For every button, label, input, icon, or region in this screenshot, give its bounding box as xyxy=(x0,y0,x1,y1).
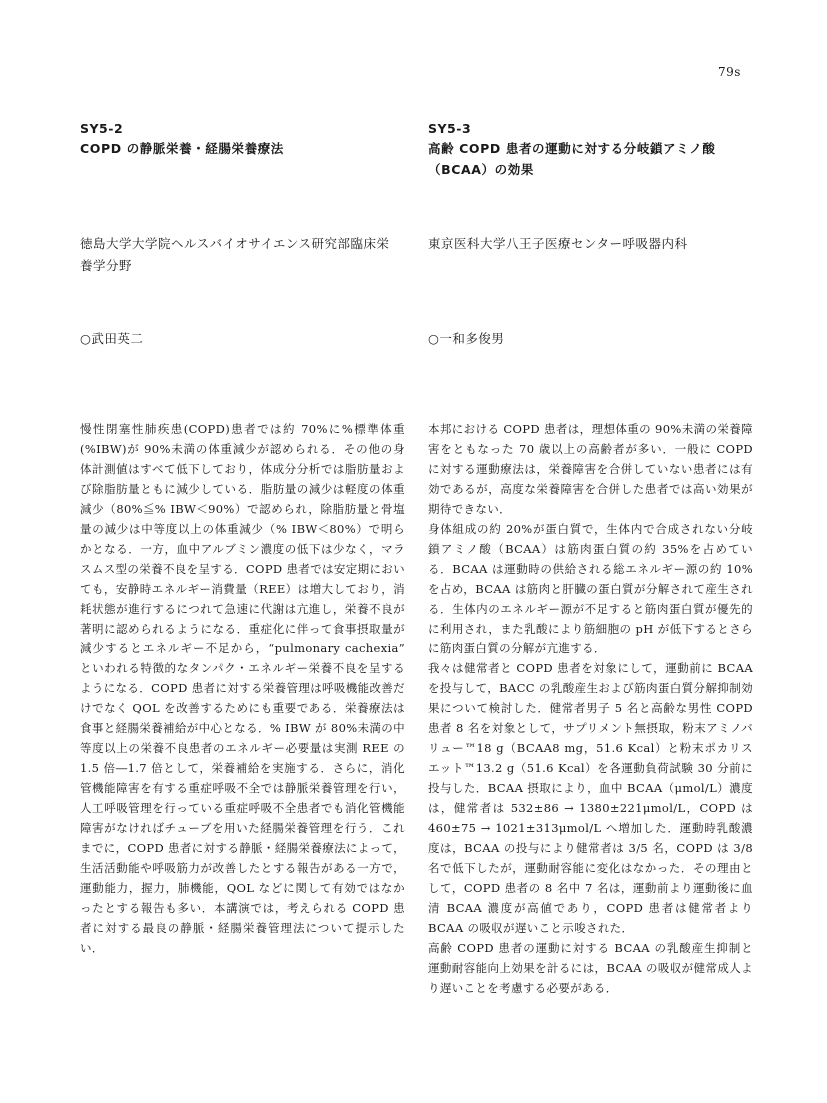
right-paragraph: 本邦における COPD 患者は，理想体重の 90%未満の栄養障害をともなった 70 歳以上の高齢者が多い．一般に COPD に対する運動療法は，栄養障害を合併していない患者には有効であるが，高度な栄養障害を合併した患者では高い効果が期待できない． xyxy=(428,422,753,516)
left-paragraph: 慢性閉塞性肺疾患(COPD)患者では約 70%に%標準体重(%IBW)が 90%未満の体重減少が認められる．その他の身体計測値はすべて低下しており，体成分分析では脂肪量および除脂肪量ともに減少している．脂肪量の減少は軽度の体重減少（80%≦% IBW＜90%）で認められ，除脂肪量と骨塩量の減少は中等度以上の体重減少（% IBW＜80%）で明らかとなる．一方，血中アルブミン濃度の低下は少なく，マラスムス型の栄養不良を呈する．COPD 患者では安定期においても，安静時エネルギー消費量（REE）は増大しており，消耗状態が進行するにつれて急速に代謝は亢進し，栄養不良が著明に認められるようになる．重症化に伴って食事摂取量が減少するとエネルギー不足から，“pulmonary cachexia” といわれる特徴的なタンパク・エネルギー栄養不良を呈するようになる．COPD 患者に対する栄養管理は呼吸機能改善だけでなく QOL を改善するためにも重要である．栄養療法は食事と経腸栄養補給が中心となる．% IBW が 80%未満の中等度以上の栄養不良患者のエネルギー必要量は実測 REE の 1.5 倍―1.7 倍として，栄養補給を実施する．さらに，消化管機能障害を有する重症呼吸不全では静脈栄養管理を行い，人工呼吸管理を行っている重症呼吸不全患者でも消化管機能障害がなければチューブを用いた経腸栄養管理を行う．これまでに，COPD 患者に対する静脈・経腸栄養療法によって，生活活動能や呼吸筋力が改善したとする報告がある一方で，運動能力，握力，肺機能，QOL などに関して有効ではなかったとする報告も多い．本講演では，考えられる COPD 患者に対する最良の静脈・経腸栄養管理法について提示したい． xyxy=(80,422,405,955)
right-session-id: SY5-3 xyxy=(428,121,472,136)
right-affiliation: 東京医科大学八王子医療センター呼吸器内科 xyxy=(428,236,688,251)
left-affiliation: 徳島大学大学院ヘルスバイオサイエンス研究部臨床栄養学分野 xyxy=(80,236,390,273)
right-abstract-body xyxy=(428,420,753,999)
right-session-title: 高齢 COPD 患者の運動に対する分岐鎖アミノ酸（BCAA）の効果 xyxy=(428,141,716,177)
page-number: 79s xyxy=(718,65,741,79)
right-author: ○一和多俊男 xyxy=(428,331,505,346)
right-paragraph: 身体組成の約 20%が蛋白質で，生体内で合成されない分岐鎖アミノ酸（BCAA）は筋肉蛋白質の約 35%を占めている．BCAA は運動時の供給される総エネルギー源の約 10%を占め，BCAA は筋肉と肝臓の蛋白質が分解されて産生される．生体内のエネルギー源が不足すると筋肉蛋白質が優先的に利用され，また乳酸により筋細胞の pH が低下するとさらに筋肉蛋白質の分解が亢進する． xyxy=(428,521,753,656)
left-session-title: COPD の静脈栄養・経腸栄養療法 xyxy=(80,141,284,156)
left-abstract-body xyxy=(80,420,405,959)
left-author: ○武田英二 xyxy=(80,331,144,346)
right-paragraph: 高齢 COPD 患者の運動に対する BCAA の乳酸産生抑制と運動耐容能向上効果を計るには，BCAA の吸収が健常成人より遅いことを考慮する必要がある． xyxy=(428,940,753,995)
right-paragraph: 我々は健常者と COPD 患者を対象にして，運動前に BCAA を投与して，BACC の乳酸産生および筋肉蛋白質分解抑制効果について検討した．健常者男子 5 名と高齢な男性 COPD 患者 8 名を対象として，サプリメント無摂取，粉末アミノバリュー™18 g（BCAA8 mg，51.6 Kcal）と粉末ポカリスエット™13.2 g（51.6 Kcal）を各運動負荷試験 30 分前に投与した．BCAA 摂取により，血中 BCAA（μmol/L）濃度は，健常者は 532±86 → 1380±221μmol/L，COPD は 460±75 → 1021±313μmol/L へ増加した．運動時乳酸濃度は，BCAA の投与により健常者は 3/5 名，COPD は 3/8 名で低下したが，運動耐容能に変化はなかった．その理由として，COPD 患者の 8 名中 7 名は，運動前より運動後に血清 BCAA 濃度が高値であり，COPD 患者は健常者より BCAA の吸収が遅いこと示唆された． xyxy=(428,661,753,935)
left-session-id: SY5-2 xyxy=(80,121,124,136)
